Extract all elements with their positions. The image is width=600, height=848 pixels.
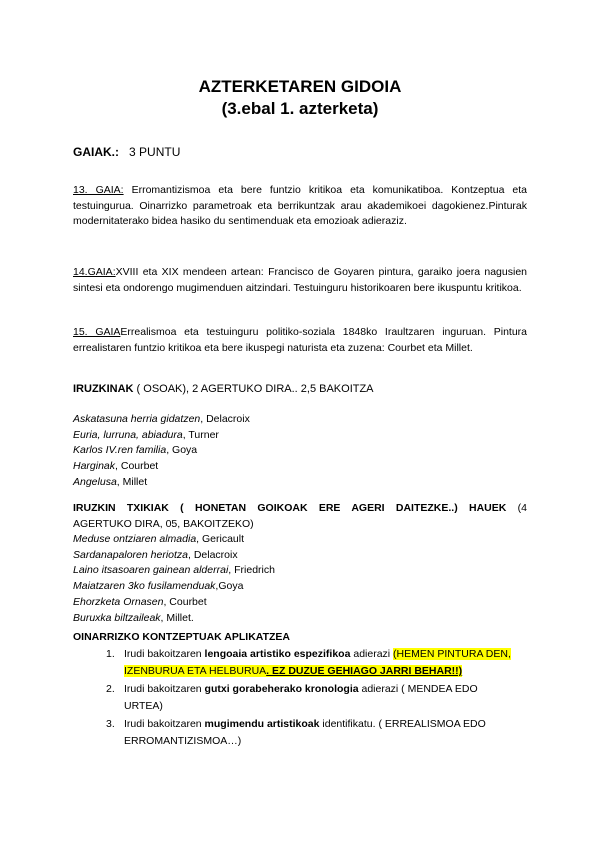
work-title: Meduse ontziaren almadia [73, 533, 197, 545]
work-artist: ,Goya [215, 580, 244, 593]
list-item [73, 579, 275, 595]
topic-13 [73, 183, 527, 230]
gaiak-line [73, 145, 180, 159]
topic-text: XVIII eta XIX mendeen artean: Francisco de Goyaren pintura, garaiko joera nagusien sintesi eta ondorengo mugimenduen aitzindari. Testuinguru historikoaren bere ikuspuntu kritikoa. [73, 266, 527, 294]
iruzkinak-text: ( OSOAK), 2 AGERTUKO DIRA.. 2,5 BAKOITZA [133, 383, 374, 395]
item-text: adierazi ( MENDEA EDO URTEA) [124, 683, 478, 712]
work-artist: , Millet. [160, 611, 194, 624]
list-item [73, 475, 250, 491]
iruzkin-txikiak-line1 [73, 501, 527, 517]
iruzkin-txikiak-heading [73, 501, 527, 532]
work-title: Laino itsasoaren gainean alderrai [73, 564, 229, 577]
work-artist: , Delacroix [188, 548, 238, 561]
list-item [73, 412, 250, 428]
item-number: 3. [106, 718, 115, 730]
topic-text: Errealismoa eta testuinguru politiko-soziala 1848ko Iraultzaren inguruan. Pintura errealistaren funtzio kritikoa eta bere ikuspegi naturista eta zuzena: Courbet eta Millet. [73, 326, 528, 354]
item-text: identifikatu. ( ERREALISMOA EDO ERROMANTIZISMOA…) [124, 718, 486, 747]
work-artist: , Courbet [115, 460, 159, 473]
list-item [73, 548, 275, 564]
item-highlight: (HEMEN PINTURA DEN, IZENBURUA ETA HELBURUA [124, 648, 511, 677]
gaiak-label: GAIAK.: [73, 145, 119, 159]
item-text: Irudi bakoitzaren [124, 718, 205, 730]
item-highlight-underlined: . EZ DUZUE GEHIAGO JARRI BEHAR!!) [266, 665, 463, 677]
work-artist: , Turner [182, 428, 219, 441]
work-title: Maiatzaren 3ko fusilamenduak [73, 580, 216, 593]
topic-label: 13. GAIA: [73, 184, 124, 196]
iruzkinak-heading [73, 383, 374, 395]
list-item [73, 595, 275, 611]
topic-label: 15. GAIA [73, 326, 121, 338]
item-bold: mugimendu artistikoak [204, 718, 320, 730]
work-title: Harginak [73, 460, 116, 473]
work-artist: , Courbet [163, 595, 207, 608]
item-number: 1. [106, 648, 115, 660]
list-item [73, 459, 250, 475]
iruzkin-txikiak-text: (4 [506, 502, 527, 514]
topic-15 [73, 325, 527, 356]
iruzkinak-label: IRUZKINAK [73, 383, 134, 395]
item-text: Irudi bakoitzaren [124, 683, 205, 695]
topic-text: Erromantizismoa eta bere funtzio kritikoa eta komunikatiboa. Kontzeptua eta testuingurua. Oinarrizko parametroak eta berrikuntzak arau akademikoei dagokienez.Pinturak modernitaterako bidea hasiko du sentimenduak eta emozioak adieraziz. [73, 184, 527, 227]
concepts-list [106, 646, 519, 751]
topic-14 [73, 265, 527, 296]
list-item [73, 443, 250, 459]
list-item [106, 646, 519, 680]
work-title: Buruxka biltzaileak [73, 611, 161, 624]
work-artist: , Goya [166, 444, 198, 457]
iruzkin-txikiak-line2: AGERTUKO DIRA, 05, BAKOITZEKO) [73, 517, 254, 530]
small-works-list [73, 532, 275, 626]
item-bold: lengoaia artistiko espezifikoa [204, 648, 351, 660]
list-item [73, 563, 275, 579]
work-title: Sardanapaloren heriotza [73, 548, 188, 561]
list-item [73, 611, 275, 627]
item-text: Irudi bakoitzaren [124, 648, 205, 660]
topic-label: 14.GAIA: [73, 266, 116, 278]
work-title: Ehorzketa Ornasen [73, 595, 164, 608]
iruzkin-txikiak-label: IRUZKIN TXIKIAK ( HONETAN GOIKOAK ERE AGERI DAITEZKE..) HAUEK [73, 502, 507, 514]
list-item [73, 428, 250, 444]
list-item [73, 532, 275, 548]
list-item [106, 716, 519, 750]
work-title: Askatasuna herria gidatzen [73, 413, 201, 425]
document-title: AZTERKETAREN GIDOIA [198, 77, 402, 96]
item-number: 2. [106, 683, 115, 695]
work-title: Karlos IV.ren familia [73, 444, 167, 457]
item-bold: gutxi gorabeherako kronologia [204, 683, 359, 695]
document-subtitle: (3.ebal 1. azterketa) [221, 99, 379, 118]
work-artist: , Gericault [196, 533, 245, 545]
work-artist: , Friedrich [228, 564, 275, 577]
work-title: Euria, lurruna, abiadura [73, 428, 183, 441]
work-artist: , Delacroix [200, 413, 250, 425]
gaiak-value: 3 PUNTU [129, 145, 181, 159]
oinarrizko-heading: OINARRIZKO KONTZEPTUAK APLIKATZEA [73, 631, 290, 643]
list-item [106, 681, 519, 715]
works-list [73, 412, 250, 491]
work-artist: , Millet [116, 475, 148, 488]
work-title: Angelusa [73, 475, 117, 488]
item-text: adierazi [350, 648, 394, 660]
